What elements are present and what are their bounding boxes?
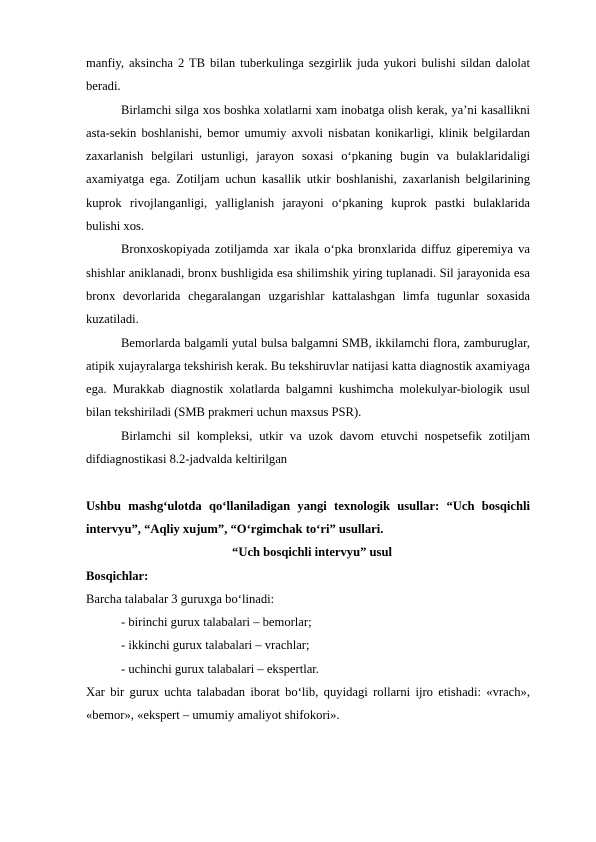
stages-label: Bosqichlar: xyxy=(86,568,149,583)
groups-intro: Barcha talabalar 3 guruxga bo‘linadi: xyxy=(86,591,275,606)
paragraph-bronchoscopy: Bronxoskopiyada zotiljamda xar ikala o‘pka bronxlarida diffuz giperemiya va shishlar aniklanadi, bronx bushligida esa shilimshik yiring tuplanadi. Sil jarayonida esa bronx devorlarida chegaralangan uzgarishlar kattalashgan limfa tugunlar soxasida kuzatiladi. xyxy=(86,242,530,327)
paragraph-sputum-tests: Bemorlarda balgamli yutal bulsa balgamni SMB, ikkilamchi flora, zamburuglar, atipik xujayralarga tekshirish kerak. Bu tekshiruvlar natijasi katta diagnostik axamiyaga ega. Murakkab diagnostik xolatlarda balgamni kushimcha molekulyar-biologik usul bilan tekshiriladi (SMB prakmeri uchun maxsus PSR). xyxy=(86,335,530,420)
section-subheading: “Uch bosqichli intervyu” usul xyxy=(232,545,392,560)
group-list-item: - birinchi gurux talabalari – bemorlar; xyxy=(121,615,312,630)
page-content xyxy=(86,52,530,728)
paragraph-primary-tb-features: Birlamchi silga xos boshka xolatlarni xam inobatga olish kerak, ya’ni kasallikni asta-sekin boshlanishi, bemor umumiy axvoli nisbatan konikarligi, klinik belgilardan zaxarlanish belgilari ustunligi, jarayon soxasi o‘pkaning bugin va bulaklaridaligi axamiyatga ega. Zotiljam uchun kasallik utkir boshlanishi, zaxarlanish belgilarining kuprok rivojlanganligi, yalliglanish jarayoni o‘pkaning kuprok pastki bulaklarida bulishi xos. xyxy=(86,102,530,234)
paragraph-continuation: manfiy, aksincha 2 TB bilan tuberkulinga sezgirlik juda yukori bulishi sildan dalolat beradi. xyxy=(86,56,530,94)
group-list-item: - uchinchi gurux talabalari – ekspertlar. xyxy=(121,661,319,676)
roles-paragraph: Xar bir gurux uchta talabadan iborat bo‘lib, quyidagi rollarni ijro etishadi: «vrach», «bemor», «ekspert – umumiy amaliyot shifokori». xyxy=(86,685,530,723)
group-list-item: - ikkinchi gurux talabalari – vrachlar; xyxy=(121,638,310,653)
paragraph-diff-diagnostics: Birlamchi sil kompleksi, utkir va uzok davom etuvchi nospetsefik zotiljam difdiagnostikasi 8.2-jadvalda keltirilgan xyxy=(86,428,530,467)
section-heading: Ushbu mashg‘ulotda qo‘llaniladigan yangi texnologik usullar: “Uch bosqichli intervyu”, “Aqliy xujum”, “O‘rgimchak to‘ri” usullari. xyxy=(86,498,530,536)
blank-line xyxy=(86,471,530,494)
